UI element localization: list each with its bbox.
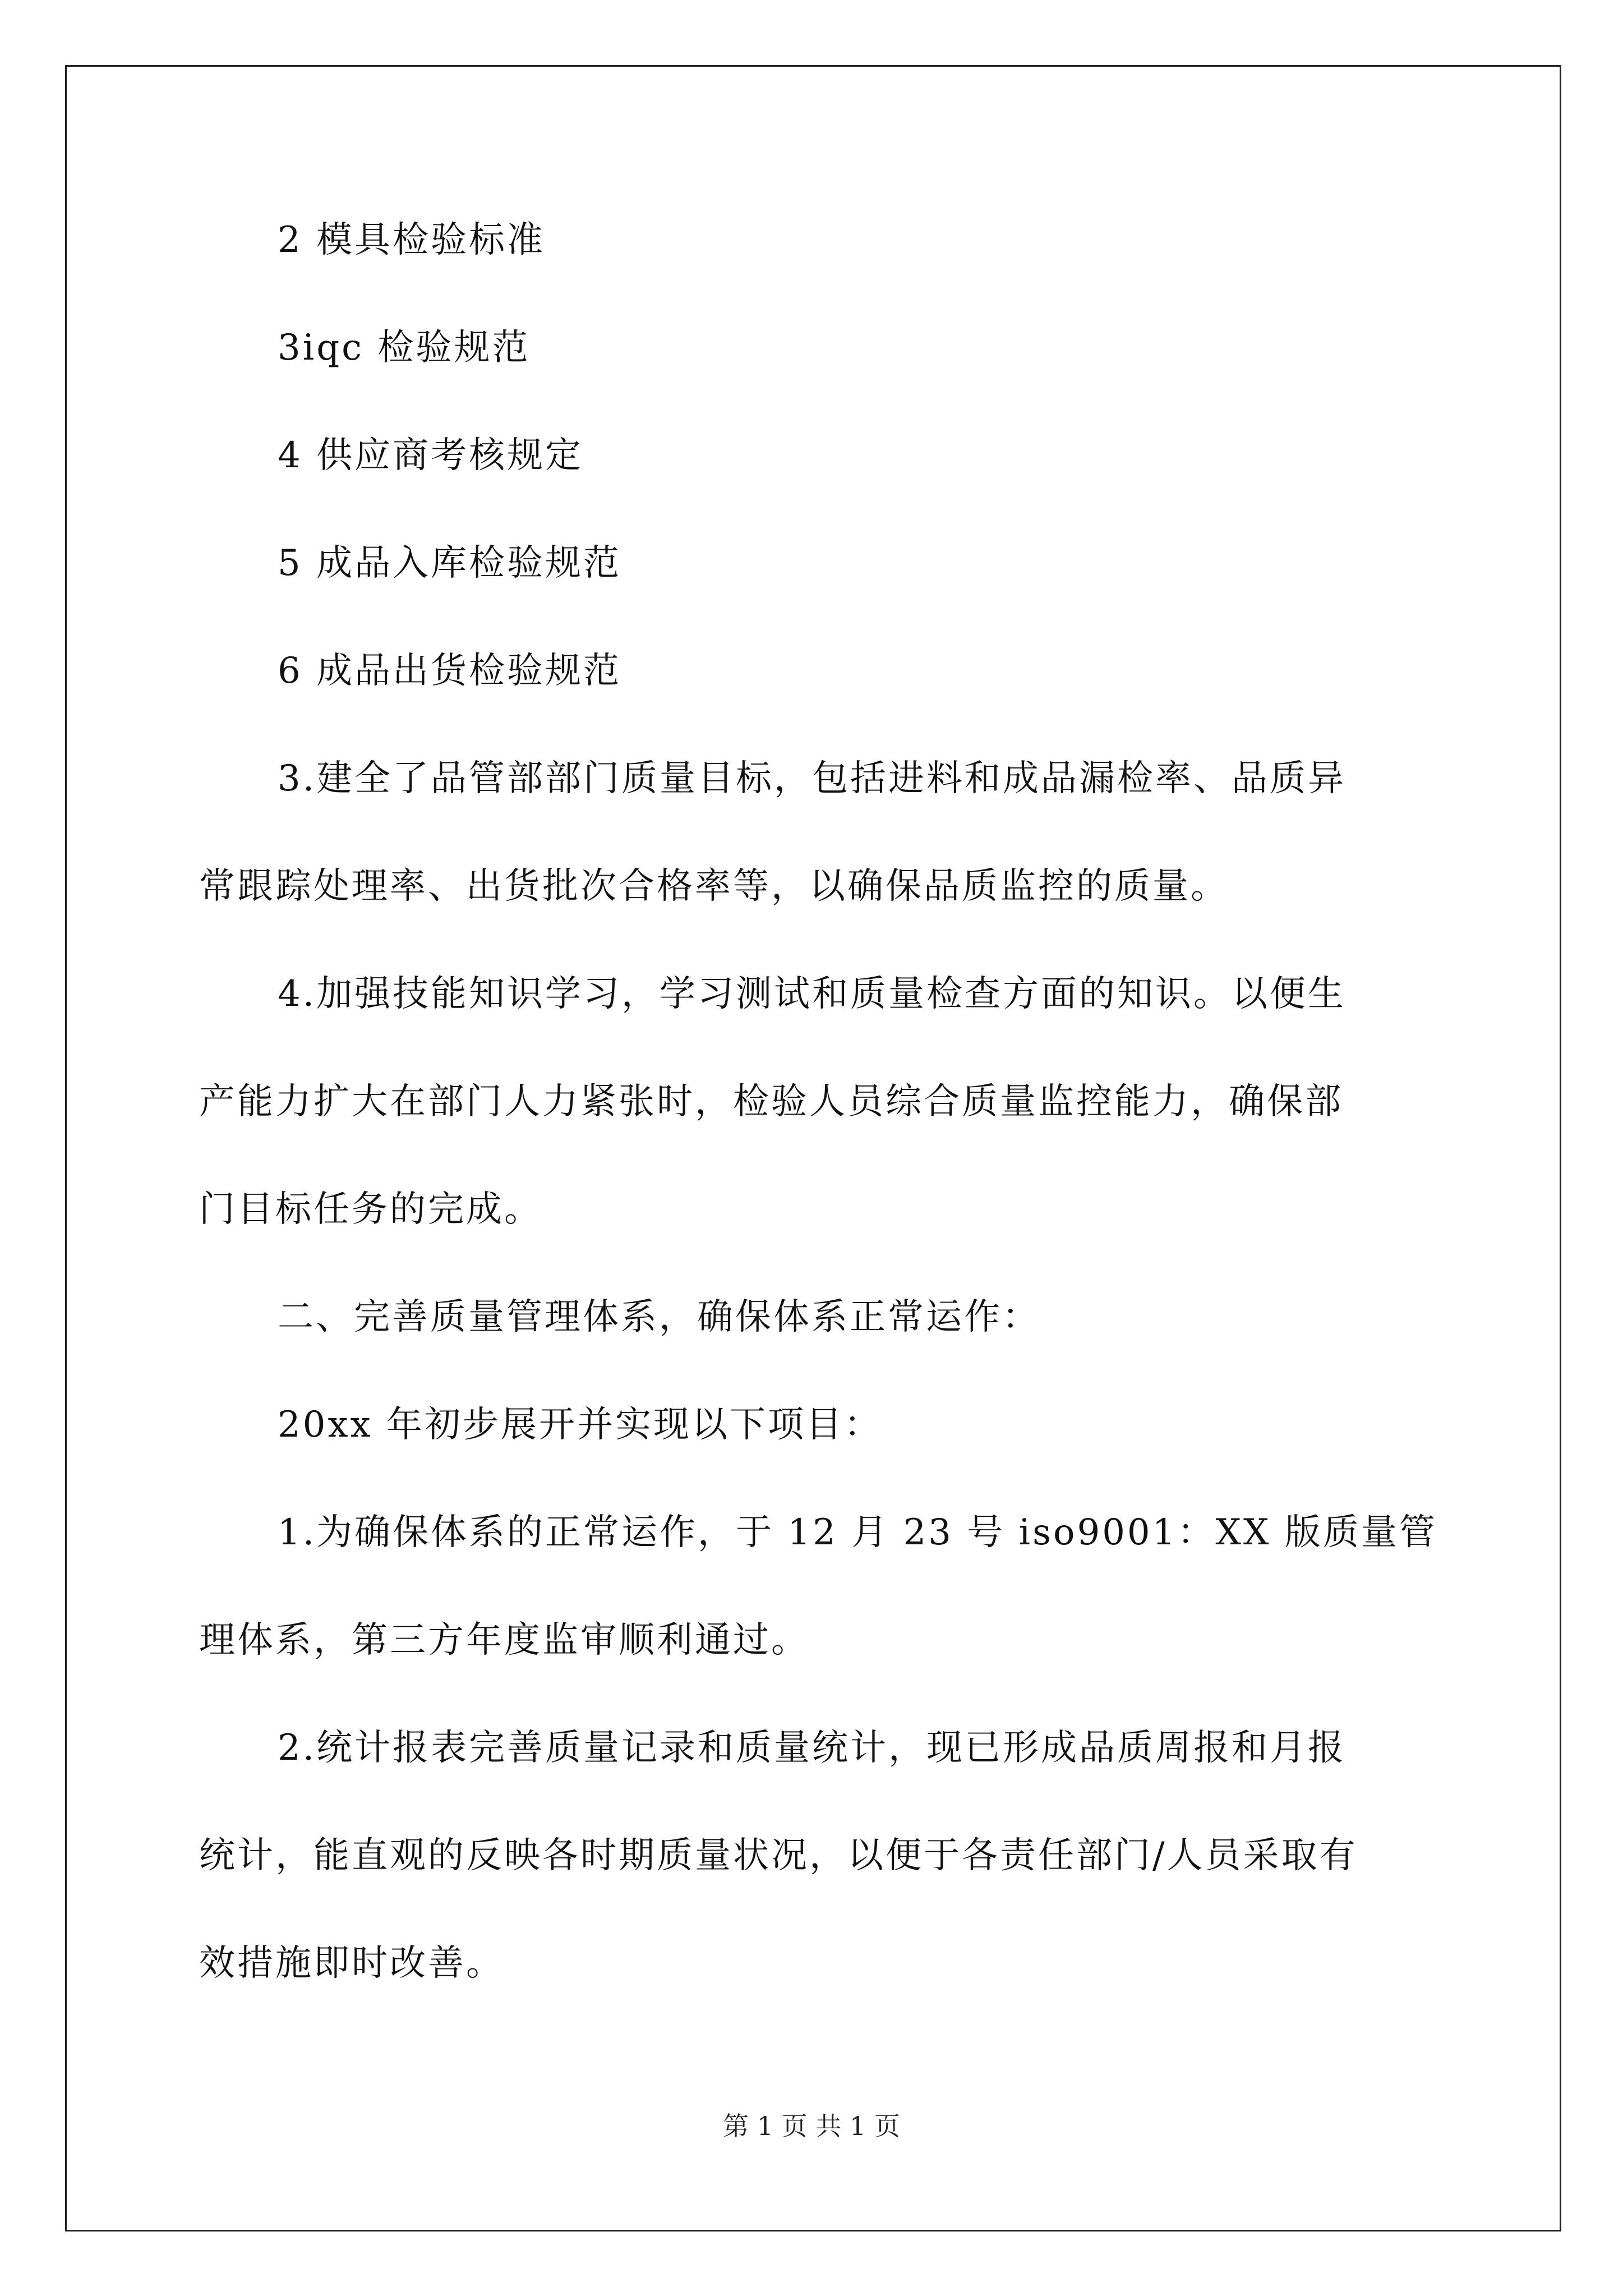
paragraph-line: 理体系，第三方年度监审顺利通过。 xyxy=(199,1619,809,1661)
paragraph-line: 4.加强技能知识学习，学习测试和质量检查方面的知识。以便生 xyxy=(278,973,1347,1015)
paragraph-line: 效措施即时改善。 xyxy=(199,1943,504,1984)
paragraph-line: 产能力扩大在部门人力紧张时，检验人员综合质量监控能力，确保部 xyxy=(199,1081,1343,1122)
paragraph-line: 门目标任务的完成。 xyxy=(199,1189,542,1230)
paragraph-line: 3.建全了品管部部门质量目标，包括进料和成品漏检率、品质异 xyxy=(278,758,1347,799)
page-number: 第 1 页 共 1 页 xyxy=(723,2111,900,2141)
paragraph-line: 常跟踪处理率、出货批次合格率等，以确保品质监控的质量。 xyxy=(199,866,1229,907)
list-item: 2 模具检验标准 xyxy=(278,219,546,261)
paragraph-line: 2.统计报表完善质量记录和质量统计，现已形成品质周报和月报 xyxy=(278,1727,1347,1769)
paragraph-line: 统计，能直观的反映各时期质量状况，以便于各责任部门/人员采取有 xyxy=(199,1835,1358,1876)
document-body xyxy=(199,213,1437,1990)
paragraph-line: 20xx 年初步展开并实现以下项目： xyxy=(278,1404,882,1446)
section-heading: 二、完善质量管理体系，确保体系正常运作： xyxy=(278,1296,1040,1338)
list-item: 6 成品出货检验规范 xyxy=(278,650,622,692)
list-item: 5 成品入库检验规范 xyxy=(278,542,622,584)
paragraph-line: 1.为确保体系的正常运作，于 12 月 23 号 iso9001：XX 版质量管 xyxy=(278,1512,1437,1553)
list-item: 3iqc 检验规范 xyxy=(278,327,531,369)
list-item: 4 供应商考核规定 xyxy=(278,435,584,476)
